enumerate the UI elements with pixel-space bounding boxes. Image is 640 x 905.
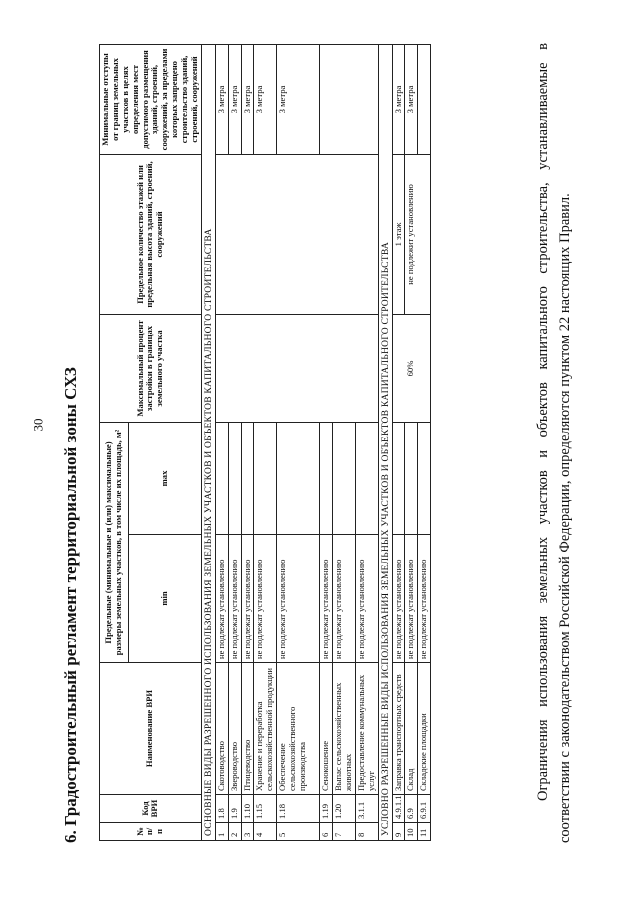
- header-min: min: [128, 535, 201, 663]
- row-size: не подлежат установлению: [333, 535, 356, 663]
- row-name: Склад: [405, 663, 418, 795]
- row-size-max: [241, 422, 254, 534]
- row-setback: 3 метра: [215, 44, 228, 154]
- table-row: [215, 44, 228, 840]
- cond-floors-1: 1 этаж: [392, 154, 405, 314]
- row-num: 1: [215, 823, 228, 841]
- row-name: Заправка транспортных средств: [392, 663, 405, 795]
- row-setback-empty: [320, 44, 378, 154]
- row-name: Звероводство: [228, 663, 241, 795]
- row-size-max: [392, 422, 405, 534]
- row-num: 9: [392, 823, 405, 841]
- header-name: Наименование ВРИ: [100, 663, 202, 795]
- page-number: 30: [30, 418, 46, 432]
- header-max: max: [128, 422, 201, 534]
- row-num: 11: [418, 823, 431, 841]
- row-setback: 3 метра: [228, 44, 241, 154]
- row-name: Хранение и переработка сельскохозяйственной продукции: [254, 663, 277, 795]
- row-name: Сенокошение: [320, 663, 333, 795]
- row-setback: 3 метра: [277, 44, 320, 154]
- row-size-max: [405, 422, 418, 534]
- row-size: не подлежат установлению: [228, 535, 241, 663]
- row-code: 1.20: [333, 795, 356, 823]
- main-floors-cell: [215, 154, 378, 314]
- row-size: не подлежат установлению: [241, 535, 254, 663]
- header-code: Код ВРИ: [100, 795, 202, 823]
- row-size: не подлежат установлению: [418, 535, 431, 663]
- header-size-group: Предельные (минимальные и (или) максимальные) размеры земельных участков, в том числе их площадь, м²: [100, 422, 129, 662]
- row-num: 6: [320, 823, 333, 841]
- row-num: 3: [241, 823, 254, 841]
- row-size: не подлежат установлению: [254, 535, 277, 663]
- row-size-max: [418, 422, 431, 534]
- row-num: 4: [254, 823, 277, 841]
- header-setback: Минимальные отступы от границ земельных участков в целях определения мест допустимого размещения зданий, строений, сооружений, за пределами которых запрещено строительство зданий, строений, сооружений: [100, 44, 202, 154]
- row-size: не подлежат установлению: [215, 535, 228, 663]
- row-size-max: [320, 422, 333, 534]
- header-num: № п/п: [100, 823, 202, 841]
- row-name: Скотоводство: [215, 663, 228, 795]
- row-num: 10: [405, 823, 418, 841]
- section-row-main: [201, 44, 215, 840]
- table-row: [392, 44, 405, 840]
- row-size: не подлежат установлению: [405, 535, 418, 663]
- row-setback: 3 метра: [405, 44, 418, 154]
- row-code: 1.19: [320, 795, 333, 823]
- row-name: Предоставление коммунальных услуг: [355, 663, 378, 795]
- page-title: 6. Градостроительный регламент территориальной зоны СХЗ: [61, 367, 80, 843]
- row-size: не подлежат установлению: [392, 535, 405, 663]
- header-percent: Максимальный процент застройки в границах земельного участка: [100, 314, 202, 422]
- row-code: 4.9.1.1: [392, 795, 405, 823]
- row-num: 7: [333, 823, 356, 841]
- row-size-max: [215, 422, 228, 534]
- rotated-page: [59, 21, 579, 883]
- row-size-max: [277, 422, 320, 534]
- row-size-max: [254, 422, 277, 534]
- row-name: Складские площадки: [418, 663, 431, 795]
- row-size-max: [228, 422, 241, 534]
- row-setback: 3 метра: [254, 44, 277, 154]
- row-code: 1.9: [228, 795, 241, 823]
- row-setback-empty: [418, 44, 431, 154]
- regulation-table: [99, 44, 431, 841]
- row-setback: 3 метра: [392, 44, 405, 154]
- section-row-conditional: [378, 44, 392, 840]
- row-size: не подлежат установлению: [320, 535, 333, 663]
- row-size: не подлежат установлению: [277, 535, 320, 663]
- row-code: 1.18: [277, 795, 320, 823]
- row-name: Выпас сельскохозяйственных животных: [333, 663, 356, 795]
- row-name: Обеспечение сельскохозяйственного производства: [277, 663, 320, 795]
- row-size: не подлежат установлению: [355, 535, 378, 663]
- section-main-title: ОСНОВНЫЕ ВИДЫ РАЗРЕШЕННОГО ИСПОЛЬЗОВАНИЯ ЗЕМЕЛЬНЫХ УЧАСТКОВ И ОБЪЕКТОВ КАПИТАЛЬНОГО СТРОИТЕЛЬСТВА: [201, 44, 215, 840]
- row-num: 8: [355, 823, 378, 841]
- main-percent-cell: [215, 314, 378, 422]
- footer-note: [533, 43, 577, 843]
- table-row: [405, 44, 418, 840]
- row-size-max: [333, 422, 356, 534]
- row-code: 1.8: [215, 795, 228, 823]
- row-code: 6.9: [405, 795, 418, 823]
- row-name: Птицеводство: [241, 663, 254, 795]
- row-code: 1.15: [254, 795, 277, 823]
- row-code: 1.10: [241, 795, 254, 823]
- section-conditional-title: УСЛОВНО РАЗРЕШЕННЫЕ ВИДЫ ИСПОЛЬЗОВАНИЯ ЗЕМЕЛЬНЫХ УЧАСТКОВ И ОБЪЕКТОВ КАПИТАЛЬНОГО СТРОИТЕЛЬСТВА: [378, 44, 392, 840]
- row-num: 5: [277, 823, 320, 841]
- footer-text: Ограничения использования земельных участков и объектов капитального строительства, устанавливаемые в соответствии с законодательством Российской Федерации, определяются пунктом 22 настоящих Правил.: [535, 43, 573, 843]
- row-num: 2: [228, 823, 241, 841]
- cond-floors-2: не подлежит установлению: [405, 154, 431, 314]
- cond-percent: 60%: [392, 314, 431, 422]
- row-size-max: [355, 422, 378, 534]
- row-setback: 3 метра: [241, 44, 254, 154]
- row-code: 6.9.1: [418, 795, 431, 823]
- header-row: [100, 44, 129, 840]
- row-code: 3.1.1: [355, 795, 378, 823]
- header-floors: Предельное количество этажей или предельная высота зданий, строений, сооружений: [100, 154, 202, 314]
